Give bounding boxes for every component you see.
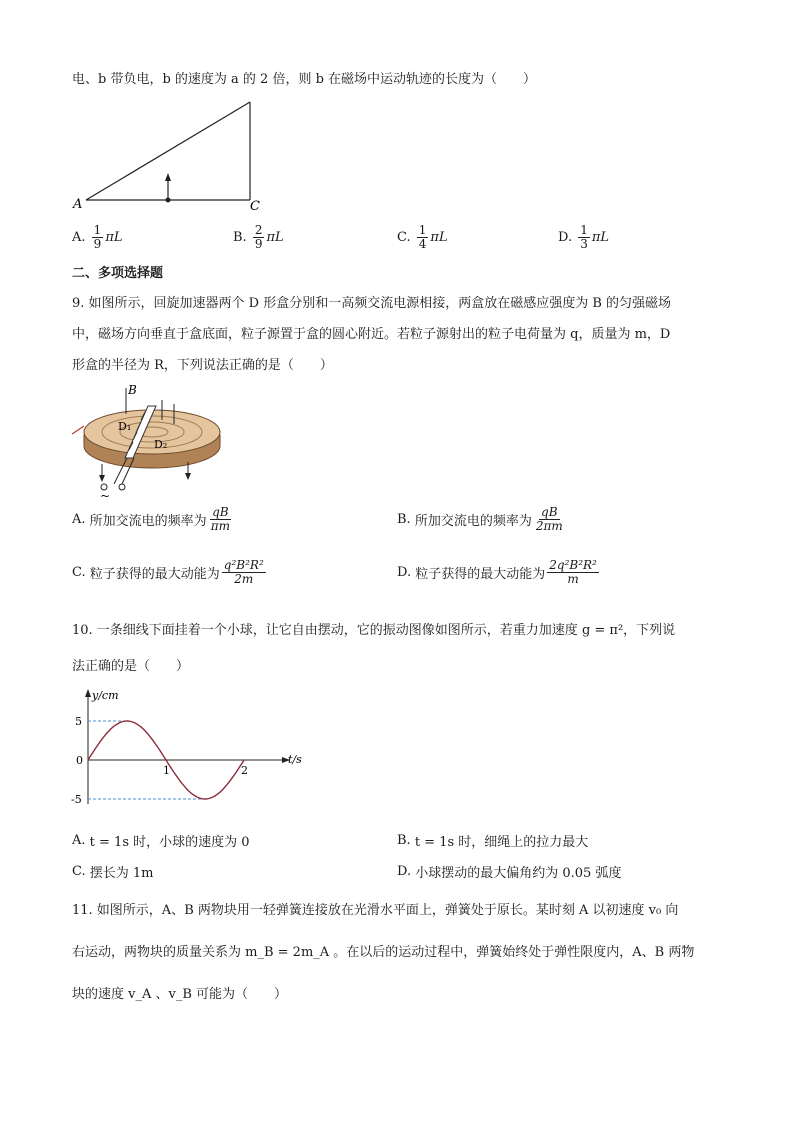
y-axis-arrow (85, 689, 91, 697)
x-tick-label-1: 1 (163, 764, 170, 777)
option-letter: B. (233, 230, 247, 245)
q10-option-c[interactable] (72, 862, 154, 881)
y-tick-label-minus5: -5 (71, 793, 82, 806)
dee-2-label: D₂ (154, 438, 168, 451)
q10-line-2: 法正确的是（ ） (72, 659, 190, 674)
option-tail: πL (266, 230, 284, 245)
q8-triangle-figure (70, 96, 270, 214)
cyclotron-figure (70, 382, 230, 500)
q8-option-a[interactable] (72, 224, 123, 251)
option-text: 粒子获得的最大动能为 (89, 567, 220, 582)
q10-line-1: 10. 一条细线下面挂着一个小球，让它自由摆动，它的振动图像如图所示，若重力加速度 g = π²，下列说 (72, 623, 676, 638)
y-axis-label: y/cm (92, 689, 119, 702)
option-tail: πL (105, 230, 123, 245)
fraction: $\frac{1}{9}$ (93, 223, 102, 251)
q9-line-1: 9. 如图所示，回旋加速器两个 D 形盒分别和一高频交流电源相接，两盒放在磁感应强度为 B 的匀强磁场 (72, 296, 672, 311)
option-letter: B. (397, 833, 411, 848)
y-tick-label-0: 0 (76, 754, 83, 767)
q11-line-3: 块的速度 v_A 、v_B 可能为（ ） (72, 987, 288, 1002)
q9-option-a[interactable] (72, 506, 234, 533)
option-tail: πL (430, 230, 448, 245)
q11-line-2: 右运动，两物块的质量关系为 m_B = 2m_A 。在以后的运动过程中，弹簧始终处于弹性限度内，A、B 两物 (72, 945, 695, 960)
y-tick-label-5: 5 (75, 715, 82, 728)
vertex-a-label: A (73, 197, 83, 212)
q9-option-b[interactable] (397, 506, 567, 533)
q8-option-c[interactable] (397, 224, 448, 251)
option-text: 所加交流电的频率为 (89, 514, 207, 529)
option-letter: B. (397, 512, 411, 527)
fraction: $\frac{\text{2q²B²R²}}{m}$ (549, 558, 597, 586)
option-text: 摆长为 1m (89, 866, 154, 881)
magnetic-field-label: B (128, 383, 137, 397)
oscillation-graph (70, 686, 310, 810)
option-text: 小球摆动的最大偏角约为 0.05 弧度 (415, 866, 622, 881)
fraction: $\frac{1}{4}$ (418, 223, 427, 251)
option-text: t = 1s 时，小球的速度为 0 (89, 835, 250, 850)
fraction: $\frac{\text{q²B²R²}}{2m}$ (223, 558, 264, 586)
q10-option-a[interactable] (72, 831, 250, 850)
q10-option-d[interactable] (397, 862, 621, 881)
q9-option-d[interactable] (397, 559, 601, 586)
option-letter: C. (72, 864, 86, 879)
fraction: $\frac{qB}{\pi m}$ (210, 505, 230, 533)
fraction: $\frac{2}{9}$ (254, 223, 263, 251)
q10-option-b[interactable] (397, 831, 588, 850)
x-tick-label-2: 2 (241, 764, 248, 777)
dee-1-label: D₁ (118, 420, 132, 433)
q8-option-d[interactable] (558, 224, 609, 251)
q8-stem-tail: 电、b 带负电，b 的速度为 a 的 2 倍，则 b 在磁场中运动轨迹的长度为（ ） (72, 72, 537, 87)
option-letter: A. (72, 230, 86, 245)
option-letter: D. (397, 565, 412, 580)
ac-source-symbol: ~ (100, 489, 111, 500)
q9-line-2: 中，磁场方向垂直于盒底面，粒子源置于盒的圆心附近。若粒子源射出的粒子电荷量为 q，质量为 m，D (72, 327, 671, 342)
option-text: t = 1s 时，细绳上的拉力最大 (414, 835, 589, 850)
q9-option-c[interactable] (72, 559, 268, 586)
option-letter: A. (72, 512, 86, 527)
section-title: 二、多项选择题 (72, 266, 164, 281)
option-letter: A. (72, 833, 86, 848)
option-tail: πL (591, 230, 610, 245)
option-text: 所加交流电的频率为 (414, 514, 532, 529)
option-letter: D. (558, 230, 573, 245)
option-text: 粒子获得的最大动能为 (415, 567, 546, 582)
fraction: $\frac{qB}{2\pi m}$ (535, 505, 563, 533)
fraction: $\frac{1}{3}$ (580, 223, 588, 251)
q11-line-1: 11. 如图所示，A、B 两物块用一轻弹簧连接放在光滑水平面上，弹簧处于原长。某时刻 A 以初速度 v₀ 向 (72, 903, 679, 918)
option-letter: C. (397, 230, 411, 245)
option-letter: D. (397, 864, 412, 879)
vertex-c-label: C (250, 199, 260, 214)
q9-line-3: 形盒的半径为 R，下列说法正确的是（ ） (72, 358, 333, 373)
x-axis-label: t/s (288, 753, 302, 766)
q8-option-b[interactable] (233, 224, 284, 251)
option-letter: C. (72, 565, 86, 580)
